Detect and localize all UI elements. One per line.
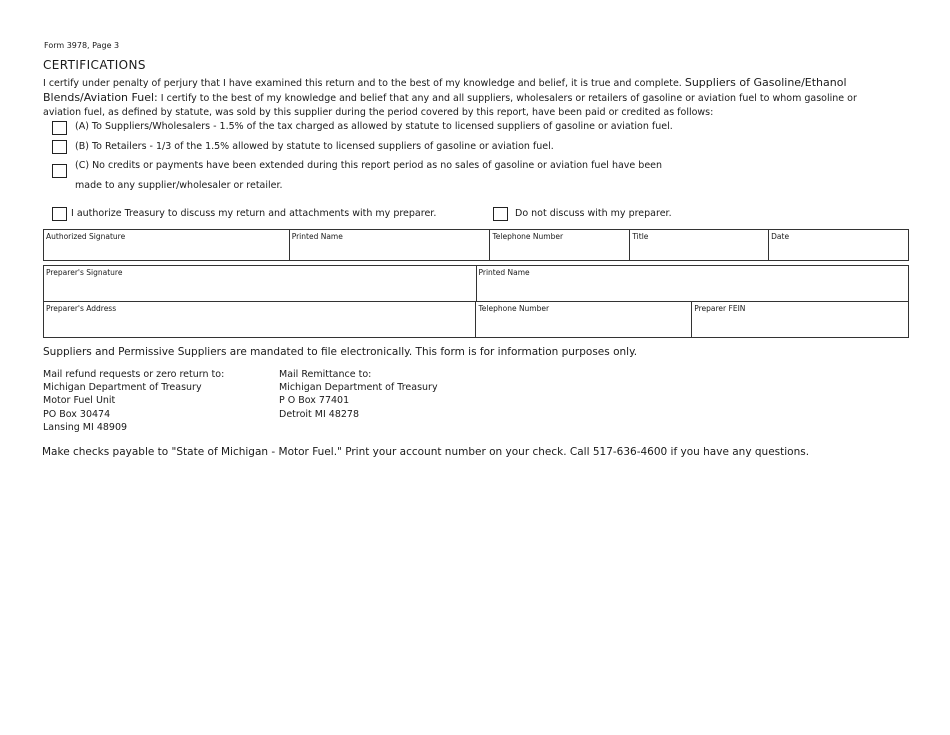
preparer-address-field[interactable]: Preparer's Address [44,302,476,338]
remittance-address-line: Detroit MI 48278 [279,408,360,420]
statement-b: I certify to the best of my knowledge and belief that any and all suppliers, wholesalers or retailers of gasoline or aviation fuel to whom gasoline or aviation fuel, as defined by statute, was sold by this supplier during the period covered by this report, have been paid or credited as follows: [43,93,857,118]
refund-address-line: Lansing MI 48909 [43,421,128,433]
refund-address-line: Motor Fuel Unit [43,395,116,407]
payment-instructions: Make checks payable to "State of Michigan - Motor Fuel." Print your account number on your check. Call 517-636-4600 if you have any questions. [42,446,810,458]
remittance-address-heading: Mail Remittance to: [279,369,372,380]
option-c-checkbox[interactable] [52,164,67,178]
do-not-discuss-checkbox[interactable] [493,207,508,221]
do-not-discuss-label: Do not discuss with my preparer. [515,208,672,219]
preparer-signature-field[interactable]: Preparer's Signature [44,266,477,302]
statement-a: I certify under penalty of perjury that I have examined this return and to the best of my knowledge and belief, it is true and complete. [43,78,682,89]
option-c-label-cont: made to any supplier/wholesaler or retailer. [75,180,283,191]
refund-address-line: PO Box 30474 [43,408,111,420]
preparer-printed-name-field[interactable]: Printed Name [476,266,909,302]
preparer-telephone-field[interactable]: Telephone Number [476,302,692,338]
electronic-filing-notice: Suppliers and Permissive Suppliers are mandated to file electronically. This form is for information purposes only. [43,346,638,358]
authorize-checkbox[interactable] [52,207,67,221]
signature-row-2 [43,265,909,302]
remittance-address-block [279,368,438,421]
refund-address-heading: Mail refund requests or zero return to: [43,369,225,380]
telephone-number-field[interactable]: Telephone Number [490,230,630,261]
refund-address-block [43,368,224,434]
option-a-checkbox[interactable] [52,121,67,135]
form-id: Form 3978, Page 3 [44,41,120,50]
title-field[interactable]: Title [630,230,769,261]
signature-row-3 [43,301,909,338]
remittance-address-line: Michigan Department of Treasury [279,382,438,394]
certification-statement [43,76,893,120]
date-field[interactable]: Date [769,230,909,261]
option-b-checkbox[interactable] [52,140,67,154]
option-c-label: (C) No credits or payments have been extended during this report period as no sales of gasoline or aviation fuel have been [75,160,663,171]
signature-row-1 [43,229,909,261]
authorized-signature-field[interactable]: Authorized Signature [44,230,290,261]
authorize-label: I authorize Treasury to discuss my return and attachments with my preparer. [71,208,437,219]
printed-name-field[interactable]: Printed Name [289,230,490,261]
remittance-address-line: P O Box 77401 [279,395,350,407]
certifications-title: CERTIFICATIONS [43,58,146,72]
refund-address-line: Michigan Department of Treasury [43,382,202,394]
option-a-label: (A) To Suppliers/Wholesalers - 1.5% of the tax charged as allowed by statute to licensed suppliers of gasoline or aviation fuel. [75,121,673,132]
statement-b-lead: Suppliers of Gasoline/Ethanol Blends/Aviation Fuel: [43,76,847,104]
option-b-label: (B) To Retailers - 1/3 of the 1.5% allowed by statute to licensed suppliers of gasoline or aviation fuel. [75,141,554,152]
preparer-fein-field[interactable]: Preparer FEIN [692,302,909,338]
